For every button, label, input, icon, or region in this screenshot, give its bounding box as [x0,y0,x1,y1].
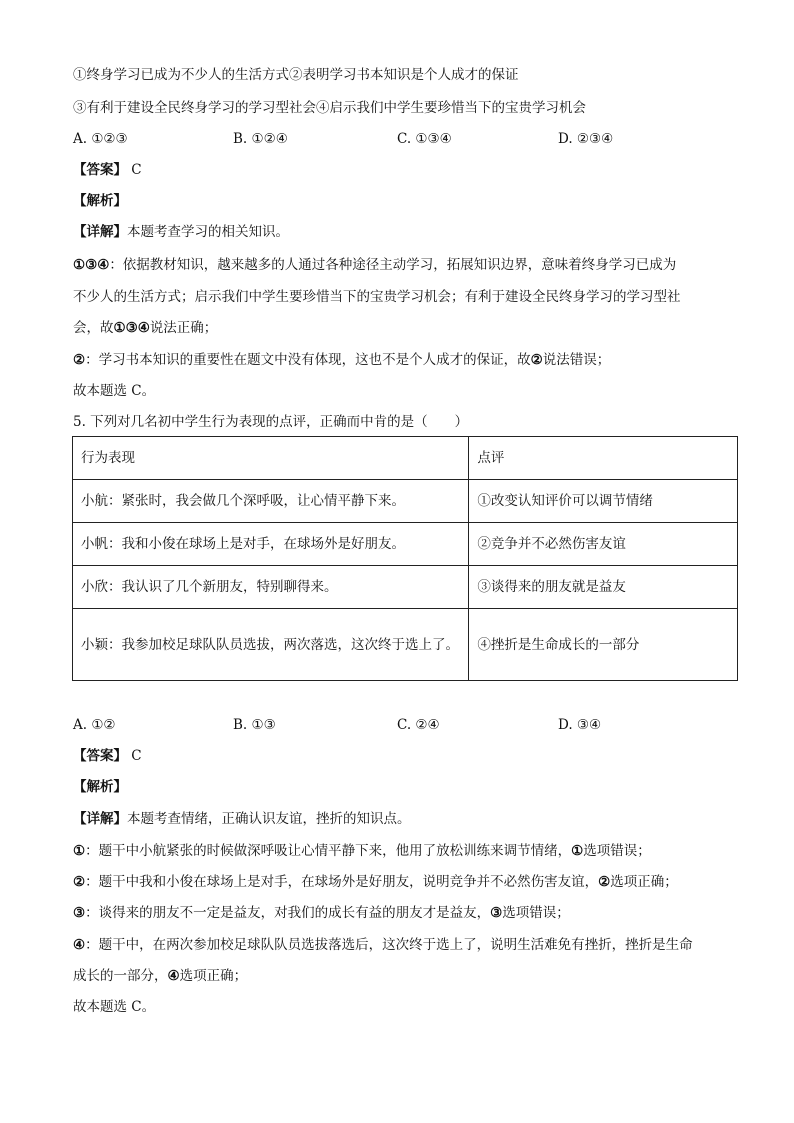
explanation-marker: ② [73,352,86,368]
q5-option-c: C. ②④ [397,717,440,733]
q4-analysis-label: 【解析】 [73,193,127,209]
q5-explanation-3 [73,903,570,923]
q5-explanation-4-line-2 [73,966,247,986]
q5-explanation-2 [73,872,678,892]
q4-option-a: A. ①②③ [73,131,128,147]
explanation-text: 选项正确； [610,874,678,890]
q5-analysis-label: 【解析】 [73,779,127,795]
statement-line-1: ①终身学习已成为不少人的生活方式②表明学习书本知识是个人成才的保证 [73,67,519,83]
table-cell: 小欣：我认识了几个新朋友，特别聊得来。 [73,566,469,609]
q5-option-b: B. ①③ [233,717,276,733]
table-cell: 小航：紧张时，我会做几个深呼吸，让心情平静下来。 [73,480,469,523]
answer-value: C [131,162,142,178]
explanation-text: 选项错误； [583,843,651,859]
explanation-marker: ④ [73,937,86,953]
q4-detail [73,222,289,242]
explanation-text: ：题干中，在两次参加校足球队队员选拔落选后，这次终于选上了，说明生活难免有挫折，挫折是生命 [85,937,693,953]
q4-options [73,129,733,149]
q4-answer [73,160,142,180]
q5-explanation-1 [73,841,651,861]
table-row [73,566,738,609]
table-cell: ④挫折是生命成长的一部分 [469,609,738,681]
table-cell: ③谈得来的朋友就是益友 [469,566,738,609]
explanation-text: ：依据教材知识，越来越多的人通过各种途径主动学习，拓展知识边界，意味着终身学习已成为 [109,257,677,273]
table-row [73,480,738,523]
explanation-text: ：题干中小航紧张的时候做深呼吸让心情平静下来，他用了放松训练来调节情绪， [85,843,572,859]
explanation-text: ：学习书本知识的重要性在题文中没有体现，这也不是个人成才的保证，故 [85,352,531,368]
behavior-evaluation-table [72,436,738,681]
q4-explanation-1-line-3 [73,318,217,338]
detail-text: 本题考查情绪，正确认识友谊，挫折的知识点。 [127,811,411,827]
explanation-text: 选项正确； [179,968,248,984]
table-cell: 小帆：我和小俊在球场上是对手，在球场外是好朋友。 [73,523,469,566]
q4-option-d: D. ②③④ [558,131,614,147]
detail-text: 本题考查学习的相关知识。 [127,224,289,240]
q5-question: 5. 下列对几名初中学生行为表现的点评，正确而中肯的是（ ） [73,414,469,430]
explanation-text: 说法错误； [542,352,611,368]
explanation-marker: ① [571,843,584,859]
explanation-text: 选项错误； [502,905,570,921]
detail-label: 【详解】 [73,224,127,240]
table-cell: ①改变认知评价可以调节情绪 [469,480,738,523]
explanation-marker: ③ [490,905,503,921]
q5-detail [73,809,411,829]
q4-option-c: C. ①③④ [397,131,452,147]
explanation-text: ：谈得来的朋友不一定是益友，对我们的成长有益的朋友才是益友， [85,905,491,921]
table-header-cell: 点评 [469,437,738,480]
q5-conclusion: 故本题选 C。 [73,999,156,1015]
q4-explanation-1-line-1 [73,255,676,275]
explanation-text: 说法正确； [149,320,218,336]
table-header-cell: 行为表现 [73,437,469,480]
q5-answer [73,746,142,766]
table-row [73,523,738,566]
explanation-marker: ② [73,874,86,890]
answer-label: 【答案】 [73,748,127,764]
explanation-marker: ② [598,874,611,890]
explanation-text: 成长的一部分， [73,968,168,984]
detail-label: 【详解】 [73,811,127,827]
statement-line-2: ③有利于建设全民终身学习的学习型社会④启示我们中学生要珍惜当下的宝贵学习机会 [73,100,586,116]
explanation-text: 会，故 [73,320,114,336]
q5-options [73,715,733,735]
table-header-row [73,437,738,480]
q4-option-b: B. ①②④ [233,131,288,147]
q5-option-a: A. ①② [73,717,116,733]
explanation-marker: ① [73,843,86,859]
explanation-marker: ①③④ [73,257,110,273]
explanation-marker: ④ [167,968,180,984]
table-row [73,609,738,681]
answer-value: C [131,748,142,764]
table-cell: 小颖：我参加校足球队队员选拔，两次落选，这次终于选上了。 [73,609,469,681]
q5-explanation-4-line-1 [73,935,693,955]
q4-conclusion: 故本题选 C。 [73,383,156,399]
explanation-marker: ①③④ [113,320,150,336]
table-cell: ②竞争并不必然伤害友谊 [469,523,738,566]
q5-option-d: D. ③④ [558,717,602,733]
explanation-text: ：题干中我和小俊在球场上是对手，在球场外是好朋友，说明竞争并不必然伤害友谊， [85,874,599,890]
q4-explanation-1-line-2: 不少人的生活方式；启示我们中学生要珍惜当下的宝贵学习机会；有利于建设全民终身学习的学习型社 [73,289,681,305]
q4-explanation-2 [73,350,610,370]
explanation-marker: ③ [73,905,86,921]
explanation-marker: ② [530,352,543,368]
answer-label: 【答案】 [73,162,127,178]
